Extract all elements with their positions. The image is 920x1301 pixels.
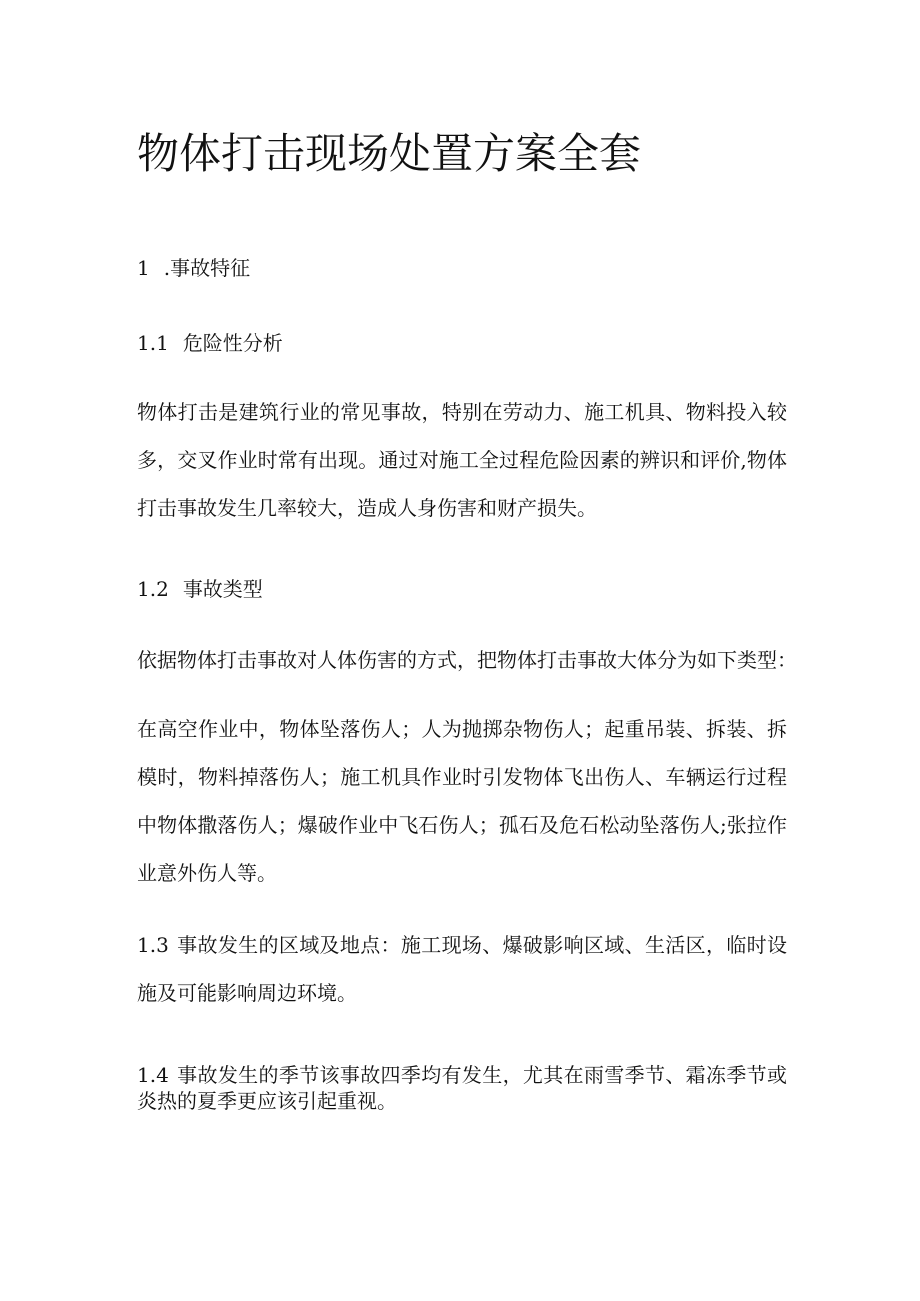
section-1-3-text: 事故发生的区域及地点：施工现场、爆破影响区域、生活区，临时设施及可能影响周边环境。 — [137, 933, 787, 1005]
section-1-heading — [137, 255, 787, 281]
section-1-4-number: 1.4 — [137, 1063, 169, 1087]
section-1-4-text: 事故发生的季节该事故四季均有发生，尤其在雨雪季节、霜冻季节或炎热的夏季更应该引起重视。 — [137, 1063, 787, 1113]
section-1-1-number: 1.1 — [137, 331, 169, 355]
document-title: 物体打击现场处置方案全套 — [137, 129, 642, 178]
section-1-2-number: 1.2 — [137, 577, 169, 601]
section-1-2-types-paragraph: 在高空作业中，物体坠落伤人；人为抛掷杂物伤人；起重吊装、拆装、拆模时，物料掉落伤人；施工机具作业时引发物体飞出伤人、车辆运行过程中物体撒落伤人；爆破作业中飞石伤人；孤石及危石松动坠落伤人;张拉作业意外伤人等。 — [137, 717, 787, 885]
section-1-3-number: 1.3 — [137, 933, 169, 957]
section-1-2-heading — [137, 576, 787, 602]
section-1-label: .事故特征 — [163, 256, 251, 280]
section-1-3-paragraph — [137, 921, 787, 1017]
section-1-1-label: 危险性分析 — [182, 331, 283, 355]
section-1-2-intro: 依据物体打击事故对人体伤害的方式，把物体打击事故大体分为如下类型： — [137, 648, 797, 672]
section-1-1-heading — [137, 330, 787, 356]
section-1-1-paragraph: 物体打击是建筑行业的常见事故，特别在劳动力、施工机具、物料投入较多，交叉作业时常有出现。通过对施工全过程危险因素的辨识和评价,物体打击事故发生几率较大，造成人身伤害和财产损失。 — [137, 400, 787, 520]
section-1-number: 1 — [137, 256, 150, 280]
section-1-4-paragraph — [137, 1062, 787, 1114]
section-1-2-label: 事故类型 — [182, 577, 263, 601]
